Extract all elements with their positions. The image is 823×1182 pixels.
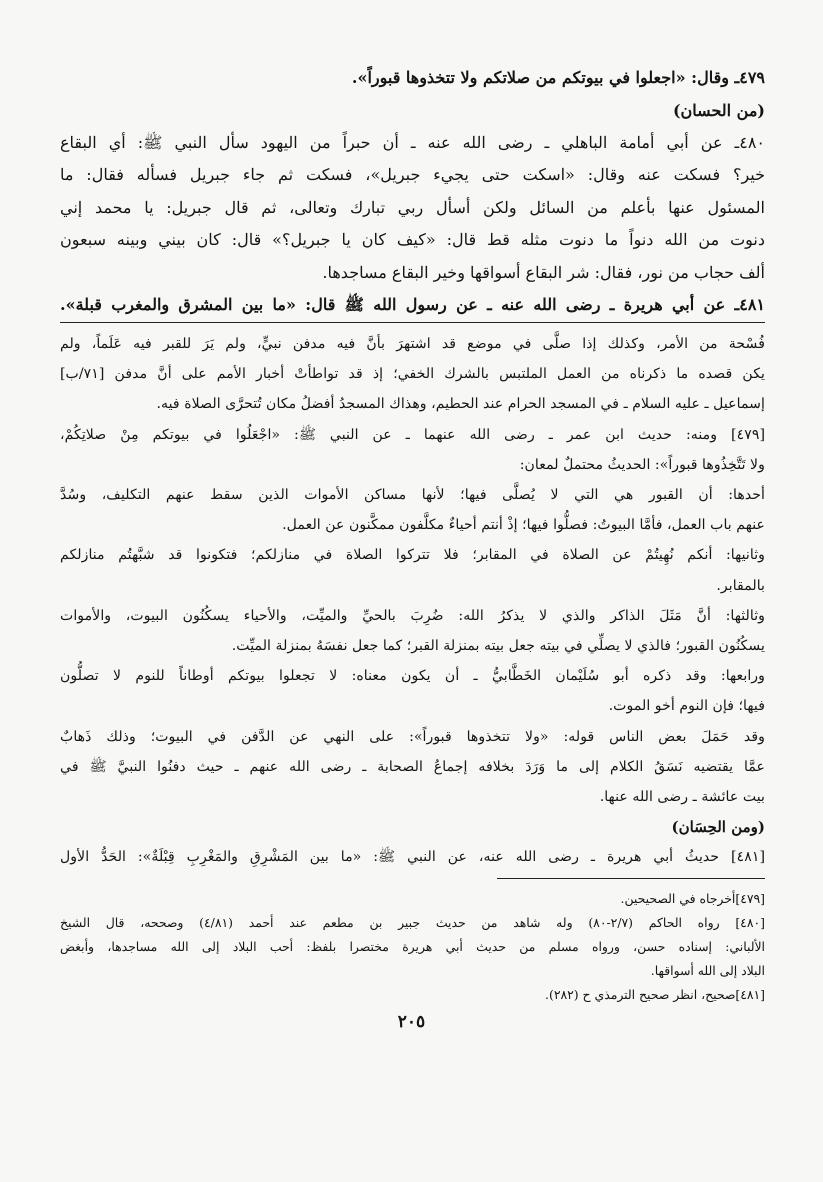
commentary-line: وثانيها: أنكم نُهِيتُمْ عن الصلاة في المقابر؛ فلا تتركوا الصلاة في منازلكم؛ فتكونوا قد شبَّهتُم منازلكم	[60, 547, 765, 564]
commentary-line: إسماعيل ـ عليه السلام ـ في المسجد الحرام عند الحطيم، وهذاك المسجدُ أفضلُ مكان تُتحرَّى الصلاة فيه.	[156, 396, 765, 413]
commentary-line: وثالثها: أنَّ مَثَلَ الذاكر والذي لا يذكرُ الله: ضُرِبَ بالحيِّ والميِّت، والأحياء يسكُنُون البيوت، والأموات	[60, 607, 765, 624]
hadith-480-line-1: ٤٨٠ـ عن أبي أمامة الباهلي ـ رضى الله عنه ـ أن حبراً من اليهود سأل النبي ﷺ: أي البقاع	[60, 132, 765, 152]
hadith-section	[60, 62, 765, 320]
page-number: ٢٠٥	[397, 1012, 426, 1032]
hadith-480-line-5: ألف حجاب من نور، فقال: شر البقاع أسواقها وخير البقاع مساجدها.	[322, 262, 765, 282]
commentary-line: وقد حَمَلَ بعض الناس قوله: «ولا تتخذوها قبوراً»: على النهي عن الدَّفن في البيوت؛ وذلك ذَهابٌ	[60, 728, 765, 745]
commentary-section	[60, 329, 765, 872]
commentary-line: يسكُنُون القبور؛ فالذي لا يصلِّي في بيته جعل بيته بمنزلة القبر؛ كما جعل نفسَهُ بمنزلة الميِّت.	[231, 638, 765, 655]
commentary-line: [٤٨١] حديثُ أبي هريرة ـ رضى الله عنه، عن النبي ﷺ: «ما بين المَشْرِقِ والمَغْرِبِ قِبْلَةٌ»: الحَدُّ الأول	[60, 849, 765, 866]
footnotes-section	[60, 887, 765, 1007]
commentary-line: يكن قصده ما ذكرناه من العمل الملتبس بالشرك الخفي؛ إذ قد تواطأتْ أخبار الأمم على أنَّ مدفن [٧١/ب]	[60, 366, 765, 383]
commentary-line: عنهم باب العمل، فأمَّا البيوتُ: فصلُّوا فيها؛ إذْ أنتم أحياءٌ مكلَّفون ممكَّنون عن العمل.	[282, 517, 765, 534]
commentary-line: فُسْحة من الأمر، وكذلك إذا صلَّى في موضع قد اشتهرَ بأنَّ فيه مدفن نبيٍّ، ولم يَرَ للقبر فيه عَلَماً، ولم	[60, 336, 765, 352]
commentary-line: أحدها: أن القبور هي التي لا يُصلَّى فيها؛ لأنها مساكن الأموات الذين سقط عنهم التكليف، وسُدَّ	[60, 487, 765, 504]
footnote-481: [٤٨١]صحيح، انظر صحيح الترمذي ح (٢٨٢).	[545, 987, 765, 1003]
section-heading-hasan: (من الحسان)	[672, 100, 765, 120]
commentary-line: ورابعها: وقد ذكره أبو سُلَيْمان الخَطَّابيُّ ـ أن يكون معناه: لا تجعلوا بيوتكم أوطاناً للنوم لا تصلُّون	[60, 668, 765, 685]
commentary-heading-hasan: (ومن الحِسَان)	[671, 818, 765, 837]
section-divider	[60, 322, 765, 323]
footnote-479: [٤٧٩]أخرجاه في الصحيحين.	[620, 891, 765, 907]
commentary-line: ولا تَتَّخِذُوها قبوراً»: الحديثُ محتملٌ لمعان:	[519, 456, 765, 473]
footnote-480-line-1: [٤٨٠] رواه الحاكم (٢/٧-٨٠) وله شاهد من حديث جبير بن مطعم عند أحمد (٤/٨١) وصححه، قال الشيخ	[60, 915, 765, 931]
hadith-480-line-2: خير؟ فسكت عنه وقال: «اسكت حتى يجيء جبريل»، فسكت ثم جاء جبريل فسأله فقال: ما	[60, 165, 765, 184]
footnote-480-line-3: البلاد إلى الله أسواقها.	[650, 963, 765, 979]
commentary-line: بيت عائشة ـ رضى الله عنها.	[599, 789, 765, 806]
hadith-480-line-3: المسئول عنها بأعلم من السائل ولكن أسأل ربي تبارك وتعالى، ثم قال جبريل: يا محمد إني	[60, 197, 765, 217]
footnote-rule	[497, 878, 765, 879]
commentary-line: بالمقابر.	[716, 577, 765, 594]
hadith-479-line: ٤٧٩ـ وقال: «اجعلوا في بيوتكم من صلاتكم ولا تتخذوها قبوراً».	[351, 68, 765, 87]
commentary-line: عمَّا يقتضيه نَسَقُ الكلام إلى ما وَرَدَ بخلافه إجماعُ الصحابة ـ رضى الله عنهم ـ حيث دفنُوا النبيَّ ﷺ في	[60, 758, 765, 775]
footnote-480-line-2: الألباني: إسناده حسن، ورواه مسلم من حديث أبي هريرة مختصرا بلفظ: أحب البلاد إلى الله مساجدها، وأبغض	[60, 939, 765, 955]
commentary-line: [٤٧٩] ومنه: حديث ابن عمر ـ رضى الله عنهما ـ عن النبي ﷺ: «اجْعَلُوا في بيوتكم مِنْ صلاتِكُمْ،	[60, 426, 765, 443]
hadith-481-line: ٤٨١ـ عن أبي هريرة ـ رضى الله عنه ـ عن رسول الله ﷺ قال: «ما بين المشرق والمغرب قبلة».	[60, 295, 765, 314]
commentary-line: فيها؛ فإن النوم أخو الموت.	[608, 698, 765, 715]
hadith-480-line-4: دنوت من الله دنواً ما دنوت مثله قط قال: «كيف كان يا جبريل؟» قال: كان بيني وبينه سبعون	[60, 230, 765, 249]
